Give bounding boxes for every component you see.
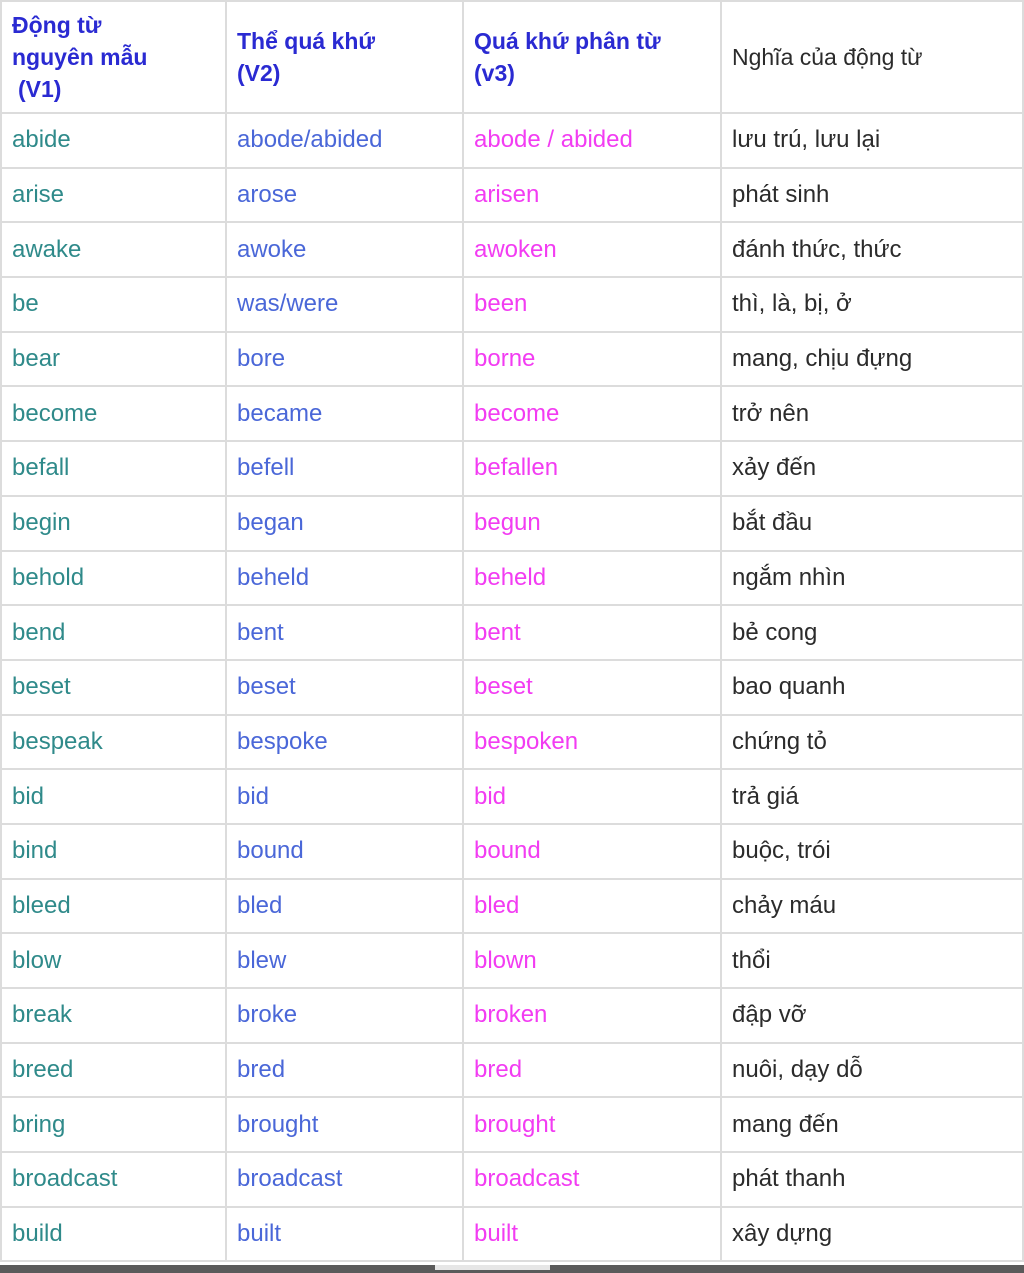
past-participle-cell: awoken [463, 222, 721, 277]
past-participle-cell: arisen [463, 168, 721, 223]
past-simple-cell: bled [226, 879, 463, 934]
infinitive-cell: bring [1, 1097, 226, 1152]
header-infinitive-line2: nguyên mẫu [12, 44, 148, 70]
past-participle-cell: been [463, 277, 721, 332]
meaning-cell: mang đến [721, 1097, 1023, 1152]
past-participle-cell: bred [463, 1043, 721, 1098]
infinitive-cell: begin [1, 496, 226, 551]
infinitive-cell: bend [1, 605, 226, 660]
verb-rows [1, 113, 1023, 1261]
table-row [1, 605, 1023, 660]
table-row [1, 660, 1023, 715]
header-infinitive-line3: (V1) [18, 76, 62, 102]
meaning-cell: chảy máu [721, 879, 1023, 934]
table-row [1, 441, 1023, 496]
infinitive-cell: beset [1, 660, 226, 715]
past-participle-cell: bespoken [463, 715, 721, 770]
past-participle-cell: bound [463, 824, 721, 879]
infinitive-cell: become [1, 386, 226, 441]
past-simple-cell: arose [226, 168, 463, 223]
past-participle-cell: built [463, 1207, 721, 1262]
header-meaning: Nghĩa của động từ [721, 1, 1023, 113]
infinitive-cell: behold [1, 551, 226, 606]
past-simple-cell: bid [226, 769, 463, 824]
table-row [1, 551, 1023, 606]
meaning-cell: xây dựng [721, 1207, 1023, 1262]
past-participle-cell: broadcast [463, 1152, 721, 1207]
past-participle-cell: bled [463, 879, 721, 934]
infinitive-cell: bind [1, 824, 226, 879]
past-simple-cell: brought [226, 1097, 463, 1152]
table-row [1, 168, 1023, 223]
past-participle-cell: borne [463, 332, 721, 387]
past-simple-cell: became [226, 386, 463, 441]
past-simple-cell: was/were [226, 277, 463, 332]
past-participle-cell: broken [463, 988, 721, 1043]
meaning-cell: đánh thức, thức [721, 222, 1023, 277]
infinitive-cell: arise [1, 168, 226, 223]
meaning-cell: bao quanh [721, 660, 1023, 715]
infinitive-cell: broadcast [1, 1152, 226, 1207]
meaning-cell: trở nên [721, 386, 1023, 441]
past-simple-cell: blew [226, 933, 463, 988]
meaning-cell: đập vỡ [721, 988, 1023, 1043]
table-row [1, 1043, 1023, 1098]
past-simple-cell: beheld [226, 551, 463, 606]
past-simple-cell: broke [226, 988, 463, 1043]
infinitive-cell: bleed [1, 879, 226, 934]
header-past-simple-line1: Thể quá khứ [237, 28, 376, 54]
infinitive-cell: break [1, 988, 226, 1043]
header-past-simple [226, 1, 463, 113]
meaning-cell: thổi [721, 933, 1023, 988]
meaning-cell: bẻ cong [721, 605, 1023, 660]
meaning-cell: buộc, trói [721, 824, 1023, 879]
past-simple-cell: bound [226, 824, 463, 879]
table-row [1, 1097, 1023, 1152]
table-row [1, 113, 1023, 168]
table-row [1, 332, 1023, 387]
past-simple-cell: abode/abided [226, 113, 463, 168]
infinitive-cell: build [1, 1207, 226, 1262]
past-participle-cell: abode / abided [463, 113, 721, 168]
meaning-cell: ngắm nhìn [721, 551, 1023, 606]
past-simple-cell: bred [226, 1043, 463, 1098]
table-row [1, 933, 1023, 988]
infinitive-cell: befall [1, 441, 226, 496]
past-simple-cell: awoke [226, 222, 463, 277]
table-row [1, 1207, 1023, 1262]
table-row [1, 988, 1023, 1043]
past-participle-cell: begun [463, 496, 721, 551]
scroll-notch [435, 1265, 550, 1270]
table-row [1, 386, 1023, 441]
meaning-cell: chứng tỏ [721, 715, 1023, 770]
header-past-participle-line1: Quá khứ phân từ [474, 28, 661, 54]
past-participle-cell: beheld [463, 551, 721, 606]
past-participle-cell: blown [463, 933, 721, 988]
meaning-cell: xảy đến [721, 441, 1023, 496]
meaning-cell: mang, chịu đựng [721, 332, 1023, 387]
past-simple-cell: built [226, 1207, 463, 1262]
header-past-simple-line2: (V2) [237, 60, 281, 86]
past-participle-cell: bent [463, 605, 721, 660]
infinitive-cell: breed [1, 1043, 226, 1098]
past-simple-cell: bespoke [226, 715, 463, 770]
past-simple-cell: beset [226, 660, 463, 715]
header-past-participle-line2: (v3) [474, 60, 515, 86]
header-row [1, 1, 1023, 113]
header-infinitive-line1: Động từ [12, 12, 102, 38]
infinitive-cell: bear [1, 332, 226, 387]
past-participle-cell: become [463, 386, 721, 441]
header-infinitive [1, 1, 226, 113]
past-simple-cell: bore [226, 332, 463, 387]
past-simple-cell: broadcast [226, 1152, 463, 1207]
header-past-participle [463, 1, 721, 113]
table-row [1, 824, 1023, 879]
past-simple-cell: befell [226, 441, 463, 496]
table-row [1, 1152, 1023, 1207]
infinitive-cell: blow [1, 933, 226, 988]
meaning-cell: phát thanh [721, 1152, 1023, 1207]
meaning-cell: nuôi, dạy dỗ [721, 1043, 1023, 1098]
past-participle-cell: brought [463, 1097, 721, 1152]
meaning-cell: lưu trú, lưu lại [721, 113, 1023, 168]
past-participle-cell: befallen [463, 441, 721, 496]
infinitive-cell: bid [1, 769, 226, 824]
infinitive-cell: be [1, 277, 226, 332]
infinitive-cell: abide [1, 113, 226, 168]
past-participle-cell: bid [463, 769, 721, 824]
past-participle-cell: beset [463, 660, 721, 715]
table-row [1, 715, 1023, 770]
past-simple-cell: began [226, 496, 463, 551]
meaning-cell: phát sinh [721, 168, 1023, 223]
past-simple-cell: bent [226, 605, 463, 660]
table-row [1, 769, 1023, 824]
table-row [1, 496, 1023, 551]
meaning-cell: trả giá [721, 769, 1023, 824]
meaning-cell: bắt đầu [721, 496, 1023, 551]
infinitive-cell: bespeak [1, 715, 226, 770]
table-row [1, 879, 1023, 934]
infinitive-cell: awake [1, 222, 226, 277]
meaning-cell: thì, là, bị, ở [721, 277, 1023, 332]
table-row [1, 277, 1023, 332]
table-row [1, 222, 1023, 277]
